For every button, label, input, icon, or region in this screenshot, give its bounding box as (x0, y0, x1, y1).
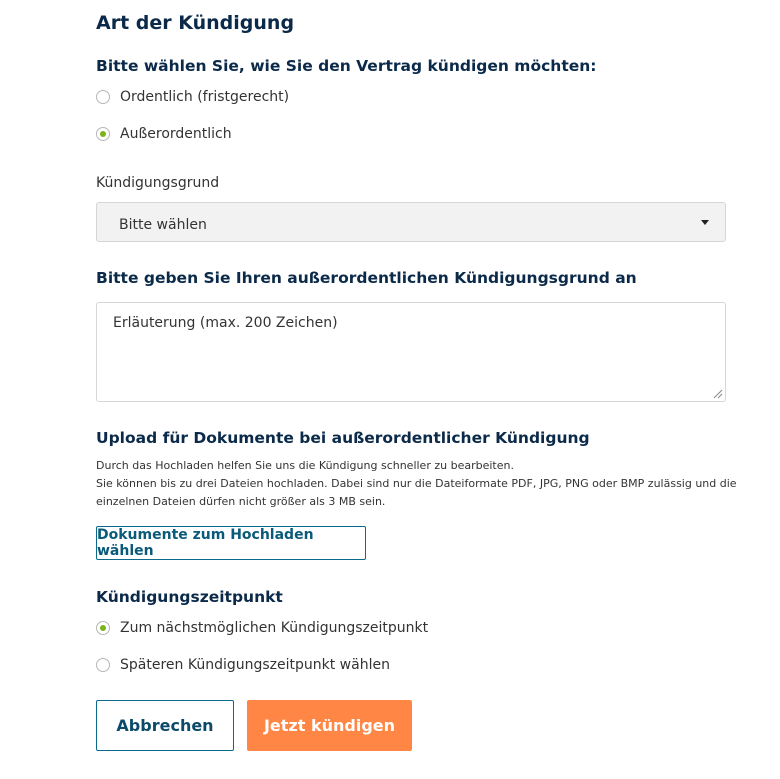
upload-help-text (96, 457, 737, 511)
radio-ausserordentlich[interactable] (96, 124, 232, 144)
timing-title: Kündigungszeitpunkt (96, 588, 283, 606)
radio-ordentlich[interactable] (96, 87, 289, 107)
reason-textarea[interactable] (96, 302, 726, 402)
reason-textarea-placeholder: Erläuterung (max. 200 Zeichen) (113, 315, 338, 331)
termination-type-question: Bitte wählen Sie, wie Sie den Vertrag kündigen möchten: (96, 57, 597, 75)
upload-title: Upload für Dokumente bei außerordentlicher Kündigung (96, 429, 590, 447)
upload-help-line: Durch das Hochladen helfen Sie uns die Kündigung schneller zu bearbeiten. (96, 459, 514, 472)
reason-text-title: Bitte geben Sie Ihren außerordentlichen Kündigungsgrund an (96, 269, 637, 287)
radio-ausserordentlich-circle[interactable] (96, 127, 110, 141)
radio-next-possible[interactable] (96, 618, 428, 638)
radio-later-date-label: Späteren Kündigungszeitpunkt wählen (120, 657, 390, 673)
radio-next-possible-label: Zum nächstmöglichen Kündigungszeitpunkt (120, 620, 429, 636)
radio-ordentlich-circle[interactable] (96, 90, 110, 104)
upload-help-line: einzelnen Dateien dürfen nicht größer als 3 MB sein. (96, 495, 386, 508)
radio-ordentlich-label: Ordentlich (fristgerecht) (120, 89, 290, 105)
reason-select-value: Bitte wählen (119, 217, 207, 233)
cancel-button[interactable]: Abbrechen (96, 700, 234, 751)
caret-down-icon (701, 220, 709, 225)
page-title: Art der Kündigung (96, 12, 295, 34)
reason-select[interactable] (96, 202, 726, 242)
upload-help-line: Sie können bis zu drei Dateien hochladen. Dabei sind nur die Dateiformate PDF, JPG, PNG oder BMP zulässig und die (96, 477, 737, 490)
radio-later-date[interactable] (96, 655, 390, 675)
upload-documents-button[interactable]: Dokumente zum Hochladen wählen (96, 526, 366, 560)
radio-next-possible-circle[interactable] (96, 621, 110, 635)
radio-later-date-circle[interactable] (96, 658, 110, 672)
submit-termination-button[interactable]: Jetzt kündigen (247, 700, 412, 751)
reason-select-label: Kündigungsgrund (96, 175, 220, 191)
resize-handle-icon[interactable] (711, 387, 723, 399)
radio-ausserordentlich-label: Außerordentlich (120, 126, 232, 142)
